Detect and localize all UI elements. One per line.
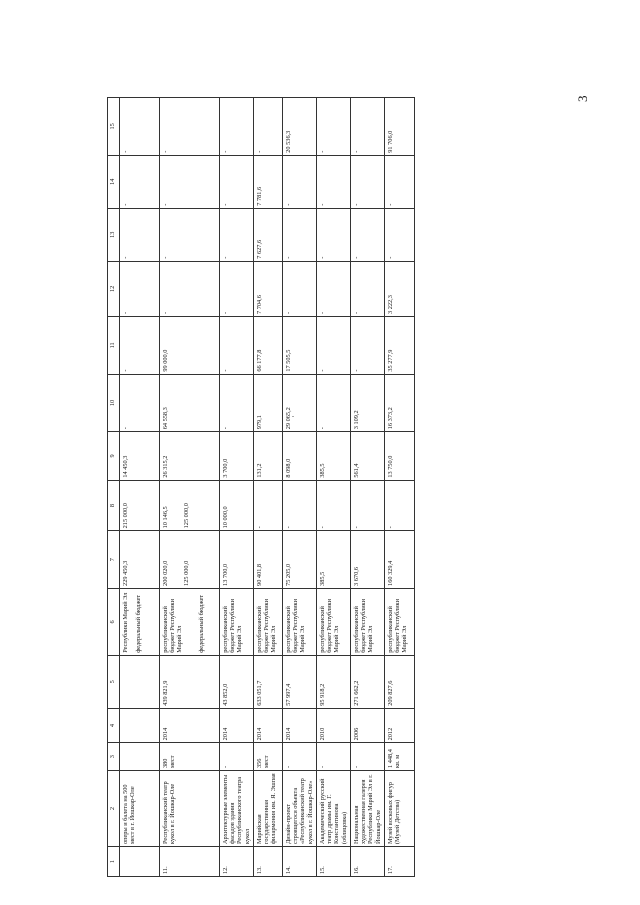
cell-value: - bbox=[352, 256, 360, 259]
cell-col-8 bbox=[253, 480, 282, 531]
cell-value: 11. bbox=[162, 866, 169, 874]
cell-value: - bbox=[352, 526, 360, 529]
cell-col-13 bbox=[316, 208, 350, 261]
cell-col-4 bbox=[384, 708, 414, 743]
cell-value: 979,1 bbox=[255, 415, 263, 430]
cell-col-11 bbox=[350, 317, 384, 375]
cell-value: 3 700,0 bbox=[222, 458, 229, 478]
cell-value: 385,5 bbox=[318, 463, 326, 478]
cell-col-3 bbox=[220, 743, 254, 771]
cell-value: - bbox=[284, 765, 292, 768]
cell-value: - bbox=[284, 526, 292, 529]
cell-value: Республиканский театр кукол в г. Йошкар-Оле bbox=[162, 781, 177, 845]
cell-value: - bbox=[352, 311, 360, 315]
cell-col-12 bbox=[160, 261, 220, 316]
table-row bbox=[253, 98, 282, 877]
cell-value: 2014 bbox=[222, 727, 229, 741]
cell-col-1 bbox=[282, 847, 316, 877]
cell-col-9 bbox=[316, 432, 350, 480]
cell-col-4 bbox=[160, 708, 220, 743]
cell-value: - bbox=[162, 256, 169, 259]
cell-value: 7 704,6 bbox=[255, 295, 263, 315]
cell-value: 633 051,7 bbox=[255, 680, 263, 706]
cell-value: 66 177,8 bbox=[255, 349, 263, 372]
column-header-4: 4 bbox=[108, 708, 120, 743]
cell-value: - bbox=[162, 311, 169, 315]
cell-col-1 bbox=[253, 847, 282, 877]
cell-col-12 bbox=[384, 261, 414, 316]
cell-col-2 bbox=[220, 771, 254, 847]
cell-value: 12. bbox=[222, 866, 229, 874]
cell-col-8 bbox=[220, 480, 254, 531]
cell-value: 8 098,0 bbox=[284, 458, 292, 478]
cell-value: Архитектурные элементы фасадов здания Республиканского театра кукол bbox=[222, 774, 251, 845]
cell-value: 20 536,3 bbox=[284, 130, 292, 153]
column-header-1: 1 bbox=[108, 847, 120, 877]
cell-col-3 bbox=[253, 743, 282, 771]
cell-value: - bbox=[222, 765, 229, 768]
cell-col-15 bbox=[160, 98, 220, 156]
cell-value: 385,5 bbox=[318, 571, 326, 586]
cell-col-5 bbox=[220, 655, 254, 708]
column-header-15: 15 bbox=[108, 98, 120, 156]
cell-secondary-value: 125 000,0 bbox=[183, 503, 191, 529]
table-row bbox=[384, 98, 414, 877]
table-row bbox=[316, 98, 350, 877]
cell-value: - bbox=[352, 150, 360, 153]
cell-value: - bbox=[122, 256, 129, 259]
cell-col-6 bbox=[253, 588, 282, 655]
cell-value: 2012 bbox=[386, 727, 394, 741]
cell-col-9 bbox=[220, 432, 254, 480]
cell-col-9 bbox=[253, 432, 282, 480]
cell-value: 131,2 bbox=[255, 463, 263, 478]
cell-value: 64 558,3 bbox=[162, 407, 169, 430]
cell-value: Дизайн-проект строящегося объекта «Республиканский театр кукол в г. Йошкар-Оле» bbox=[284, 778, 314, 845]
cell-value: - bbox=[122, 150, 129, 153]
cell-col-6 bbox=[384, 588, 414, 655]
cell-col-11 bbox=[220, 317, 254, 375]
cell-value: - bbox=[284, 311, 292, 315]
cell-value: 2014 bbox=[162, 727, 169, 741]
cell-value: республиканский бюджет Республики Марий Эл bbox=[162, 599, 184, 653]
cell-col-15 bbox=[220, 98, 254, 156]
cell-value: - bbox=[352, 765, 360, 768]
cell-value: - bbox=[222, 311, 229, 315]
cell-col-10 bbox=[120, 374, 160, 432]
cell-col-13 bbox=[350, 208, 384, 261]
cell-value: - bbox=[352, 369, 360, 372]
table-row bbox=[282, 98, 316, 877]
cell-value: - bbox=[222, 369, 229, 372]
cell-col-8 bbox=[384, 480, 414, 531]
cell-value: 1 448,4 кв. м bbox=[386, 749, 401, 768]
cell-value: - bbox=[222, 150, 229, 153]
column-header-13: 13 bbox=[108, 208, 120, 261]
cell-value: Музей восковых фигур (Музей Детства) bbox=[386, 782, 401, 845]
cell-col-2 bbox=[120, 771, 160, 847]
cell-value: 16. bbox=[352, 866, 360, 874]
cell-col-9 bbox=[350, 432, 384, 480]
column-header-7: 7 bbox=[108, 531, 120, 589]
cell-value: 209 827,6 bbox=[386, 680, 394, 706]
cell-value: 215 000,0 bbox=[122, 503, 129, 529]
cell-col-3 bbox=[160, 743, 220, 771]
cell-value: - bbox=[222, 203, 229, 206]
column-header-6: 6 bbox=[108, 588, 120, 655]
table-row bbox=[120, 98, 160, 877]
cell-col-7 bbox=[384, 531, 414, 589]
cell-value: республиканский бюджет Республики Марий Эл bbox=[318, 599, 341, 653]
cell-col-10 bbox=[253, 374, 282, 432]
cell-value: - bbox=[284, 203, 292, 206]
cell-value: - bbox=[284, 256, 292, 259]
cell-col-3 bbox=[350, 743, 384, 771]
cell-value: 3 670,6 bbox=[352, 567, 360, 586]
cell-value: 200 020,0 bbox=[162, 560, 169, 586]
table-row bbox=[350, 98, 384, 877]
cell-col-2 bbox=[316, 771, 350, 847]
cell-value: 13 750,0 bbox=[386, 455, 394, 478]
cell-col-12 bbox=[316, 261, 350, 316]
cell-col-7 bbox=[253, 531, 282, 589]
column-header-9: 9 bbox=[108, 432, 120, 480]
cell-col-6 bbox=[120, 588, 160, 655]
cell-value: 2014 bbox=[255, 727, 263, 741]
cell-col-5 bbox=[350, 655, 384, 708]
cell-col-9 bbox=[384, 432, 414, 480]
cell-col-8 bbox=[350, 480, 384, 531]
cell-col-13 bbox=[253, 208, 282, 261]
cell-value: - bbox=[318, 256, 326, 259]
cell-value: 13 700,0 bbox=[222, 563, 229, 586]
cell-col-10 bbox=[220, 374, 254, 432]
cell-value: 17. bbox=[386, 866, 394, 874]
cell-value: 3 109,2 bbox=[352, 410, 360, 430]
cell-col-12 bbox=[350, 261, 384, 316]
cell-value: - bbox=[122, 203, 129, 206]
page-number: 3 bbox=[575, 95, 590, 102]
cell-col-4 bbox=[316, 708, 350, 743]
cell-col-14 bbox=[253, 155, 282, 208]
cell-col-1 bbox=[316, 847, 350, 877]
cell-value: 229 450,3 bbox=[122, 560, 129, 586]
cell-col-5 bbox=[160, 655, 220, 708]
cell-col-13 bbox=[160, 208, 220, 261]
cell-value: - bbox=[122, 427, 129, 430]
cell-col-7 bbox=[350, 531, 384, 589]
cell-secondary-value: федеральный бюджет bbox=[135, 594, 143, 653]
table-row bbox=[160, 98, 220, 877]
cell-col-15 bbox=[350, 98, 384, 156]
cell-value: 16 373,2 bbox=[386, 407, 394, 430]
cell-value: - bbox=[318, 526, 326, 529]
column-header-10: 10 bbox=[108, 374, 120, 432]
cell-col-4 bbox=[120, 708, 160, 743]
cell-value: Национальная художественная галерея Республики Марий Эл в г. Йошкар-Оле bbox=[352, 774, 382, 845]
cell-value: 7 781,6 bbox=[255, 186, 263, 206]
cell-col-1 bbox=[350, 847, 384, 877]
cell-value: 356 мест bbox=[255, 755, 271, 768]
cell-col-4 bbox=[220, 708, 254, 743]
cell-col-15 bbox=[282, 98, 316, 156]
cell-col-10 bbox=[316, 374, 350, 432]
table-row bbox=[220, 98, 254, 877]
column-header-11: 11 bbox=[108, 317, 120, 375]
cell-col-7 bbox=[160, 531, 220, 589]
cell-col-3 bbox=[120, 743, 160, 771]
cell-col-7 bbox=[316, 531, 350, 589]
cell-value: - bbox=[318, 311, 326, 315]
cell-col-7 bbox=[120, 531, 160, 589]
cell-col-10 bbox=[282, 374, 316, 432]
cell-value: 14 450,3 bbox=[122, 455, 129, 478]
cell-value: - bbox=[318, 150, 326, 153]
column-header-12: 12 bbox=[108, 261, 120, 316]
cell-col-11 bbox=[253, 317, 282, 375]
cell-col-5 bbox=[253, 655, 282, 708]
cell-col-4 bbox=[253, 708, 282, 743]
header-row bbox=[108, 98, 120, 877]
cell-value: 57 997,4 bbox=[284, 683, 292, 706]
cell-col-9 bbox=[282, 432, 316, 480]
cell-value: республиканский бюджет Республики Марий Эл bbox=[352, 599, 375, 653]
cell-value: - bbox=[386, 256, 394, 259]
cell-col-14 bbox=[120, 155, 160, 208]
cell-value: 29 065,2 bbox=[284, 407, 292, 430]
cell-value: 26 315,2 bbox=[162, 455, 169, 478]
cell-value: 3 222,3 bbox=[386, 295, 394, 315]
cell-col-15 bbox=[120, 98, 160, 156]
cell-value: - bbox=[352, 203, 360, 206]
cell-value: республиканский бюджет Республики Марий Эл bbox=[222, 599, 244, 653]
cell-col-10 bbox=[384, 374, 414, 432]
cell-col-12 bbox=[253, 261, 282, 316]
cell-value: 91 706,0 bbox=[386, 130, 394, 153]
cell-col-1 bbox=[120, 847, 160, 877]
cell-col-13 bbox=[120, 208, 160, 261]
cell-col-2 bbox=[160, 771, 220, 847]
cell-value: 271 662,2 bbox=[352, 680, 360, 706]
cell-value: Марийская государственная филармония им. Я. Эшпая bbox=[255, 773, 278, 845]
cell-value: 90 401,8 bbox=[255, 563, 263, 586]
cell-col-6 bbox=[282, 588, 316, 655]
cell-value: 35 277,9 bbox=[386, 349, 394, 372]
cell-col-14 bbox=[282, 155, 316, 208]
cell-col-3 bbox=[316, 743, 350, 771]
cell-value: Академический русский театр драмы им. Г. Константинова (облицовка) bbox=[318, 778, 348, 845]
cell-col-2 bbox=[282, 771, 316, 847]
cell-col-5 bbox=[282, 655, 316, 708]
rotated-table-container bbox=[107, 97, 517, 877]
cell-value: 13. bbox=[255, 866, 263, 874]
cell-value: 7 627,6 bbox=[255, 239, 263, 259]
cell-col-14 bbox=[160, 155, 220, 208]
cell-col-14 bbox=[384, 155, 414, 208]
cell-col-1 bbox=[160, 847, 220, 877]
cell-col-13 bbox=[384, 208, 414, 261]
cell-col-15 bbox=[253, 98, 282, 156]
column-header-8: 8 bbox=[108, 480, 120, 531]
cell-value: 2010 bbox=[318, 727, 326, 741]
column-header-5: 5 bbox=[108, 655, 120, 708]
cell-col-12 bbox=[220, 261, 254, 316]
cell-col-3 bbox=[384, 743, 414, 771]
cell-value: - bbox=[318, 369, 326, 372]
cell-col-15 bbox=[384, 98, 414, 156]
cell-value: 10 146,5 bbox=[162, 506, 169, 529]
cell-value: 380 мест bbox=[162, 755, 177, 768]
cell-col-5 bbox=[120, 655, 160, 708]
investment-table bbox=[107, 97, 415, 877]
cell-col-6 bbox=[350, 588, 384, 655]
cell-col-13 bbox=[220, 208, 254, 261]
cell-col-14 bbox=[350, 155, 384, 208]
cell-value: 2006 bbox=[352, 727, 360, 741]
cell-value: республиканский бюджет Республики Марий Эл bbox=[255, 599, 278, 653]
cell-value: - bbox=[162, 203, 169, 206]
cell-col-4 bbox=[350, 708, 384, 743]
cell-value: Республики Марий Эл bbox=[122, 592, 129, 653]
cell-col-2 bbox=[384, 771, 414, 847]
cell-value: республиканский бюджет Республики Марий Эл bbox=[386, 599, 409, 653]
cell-value: 561,4 bbox=[352, 463, 360, 478]
cell-value: - bbox=[318, 427, 326, 430]
cell-col-13 bbox=[282, 208, 316, 261]
cell-value: 160 329,4 bbox=[386, 560, 394, 586]
cell-value: 14. bbox=[284, 866, 292, 874]
cell-col-5 bbox=[384, 655, 414, 708]
cell-col-10 bbox=[160, 374, 220, 432]
cell-value: - bbox=[255, 150, 263, 153]
cell-value: - bbox=[222, 256, 229, 259]
cell-value: - bbox=[318, 765, 326, 768]
cell-col-9 bbox=[160, 432, 220, 480]
cell-col-11 bbox=[316, 317, 350, 375]
cell-value: - bbox=[222, 427, 229, 430]
cell-col-8 bbox=[120, 480, 160, 531]
cell-value: 99 000,0 bbox=[162, 349, 169, 372]
cell-secondary-value: федеральный бюджет bbox=[197, 594, 205, 653]
cell-value: - bbox=[386, 203, 394, 206]
column-header-14: 14 bbox=[108, 155, 120, 208]
cell-col-8 bbox=[316, 480, 350, 531]
cell-col-4 bbox=[282, 708, 316, 743]
cell-value: 43 852,0 bbox=[222, 683, 229, 706]
cell-value: 17 505,5 bbox=[284, 349, 292, 372]
cell-col-9 bbox=[120, 432, 160, 480]
cell-value: - bbox=[255, 526, 263, 529]
cell-value: - bbox=[122, 369, 129, 372]
cell-col-1 bbox=[384, 847, 414, 877]
cell-col-2 bbox=[253, 771, 282, 847]
cell-col-1 bbox=[220, 847, 254, 877]
cell-value: 15. bbox=[318, 866, 326, 874]
cell-col-6 bbox=[220, 588, 254, 655]
cell-col-2 bbox=[350, 771, 384, 847]
cell-col-8 bbox=[160, 480, 220, 531]
cell-col-6 bbox=[160, 588, 220, 655]
cell-col-3 bbox=[282, 743, 316, 771]
cell-col-5 bbox=[316, 655, 350, 708]
cell-col-11 bbox=[160, 317, 220, 375]
cell-value: - bbox=[386, 526, 394, 529]
cell-col-12 bbox=[282, 261, 316, 316]
cell-value: 10 000,0 bbox=[222, 506, 229, 529]
cell-col-7 bbox=[282, 531, 316, 589]
cell-col-10 bbox=[350, 374, 384, 432]
cell-col-15 bbox=[316, 98, 350, 156]
cell-value: республиканский бюджет Республики Марий Эл bbox=[284, 599, 307, 653]
column-header-3: 3 bbox=[108, 743, 120, 771]
cell-value: - bbox=[122, 311, 129, 315]
cell-col-6 bbox=[316, 588, 350, 655]
cell-col-11 bbox=[282, 317, 316, 375]
cell-value: 2014 bbox=[284, 727, 292, 741]
cell-col-14 bbox=[316, 155, 350, 208]
cell-col-7 bbox=[220, 531, 254, 589]
cell-col-12 bbox=[120, 261, 160, 316]
cell-col-11 bbox=[384, 317, 414, 375]
cell-value: 439 821,9 bbox=[162, 680, 169, 706]
cell-value: - bbox=[162, 150, 169, 153]
cell-value: 95 918,2 bbox=[318, 683, 326, 706]
cell-col-14 bbox=[220, 155, 254, 208]
cell-value: - bbox=[318, 203, 326, 206]
cell-col-8 bbox=[282, 480, 316, 531]
cell-value: 75 205,0 bbox=[284, 563, 292, 586]
cell-secondary-value: 125 000,0 bbox=[183, 560, 191, 586]
cell-col-11 bbox=[120, 317, 160, 375]
column-header-2: 2 bbox=[108, 771, 120, 847]
cell-value: оперы и балета на 500 мест в г. Йошкар-Оле bbox=[122, 784, 137, 845]
